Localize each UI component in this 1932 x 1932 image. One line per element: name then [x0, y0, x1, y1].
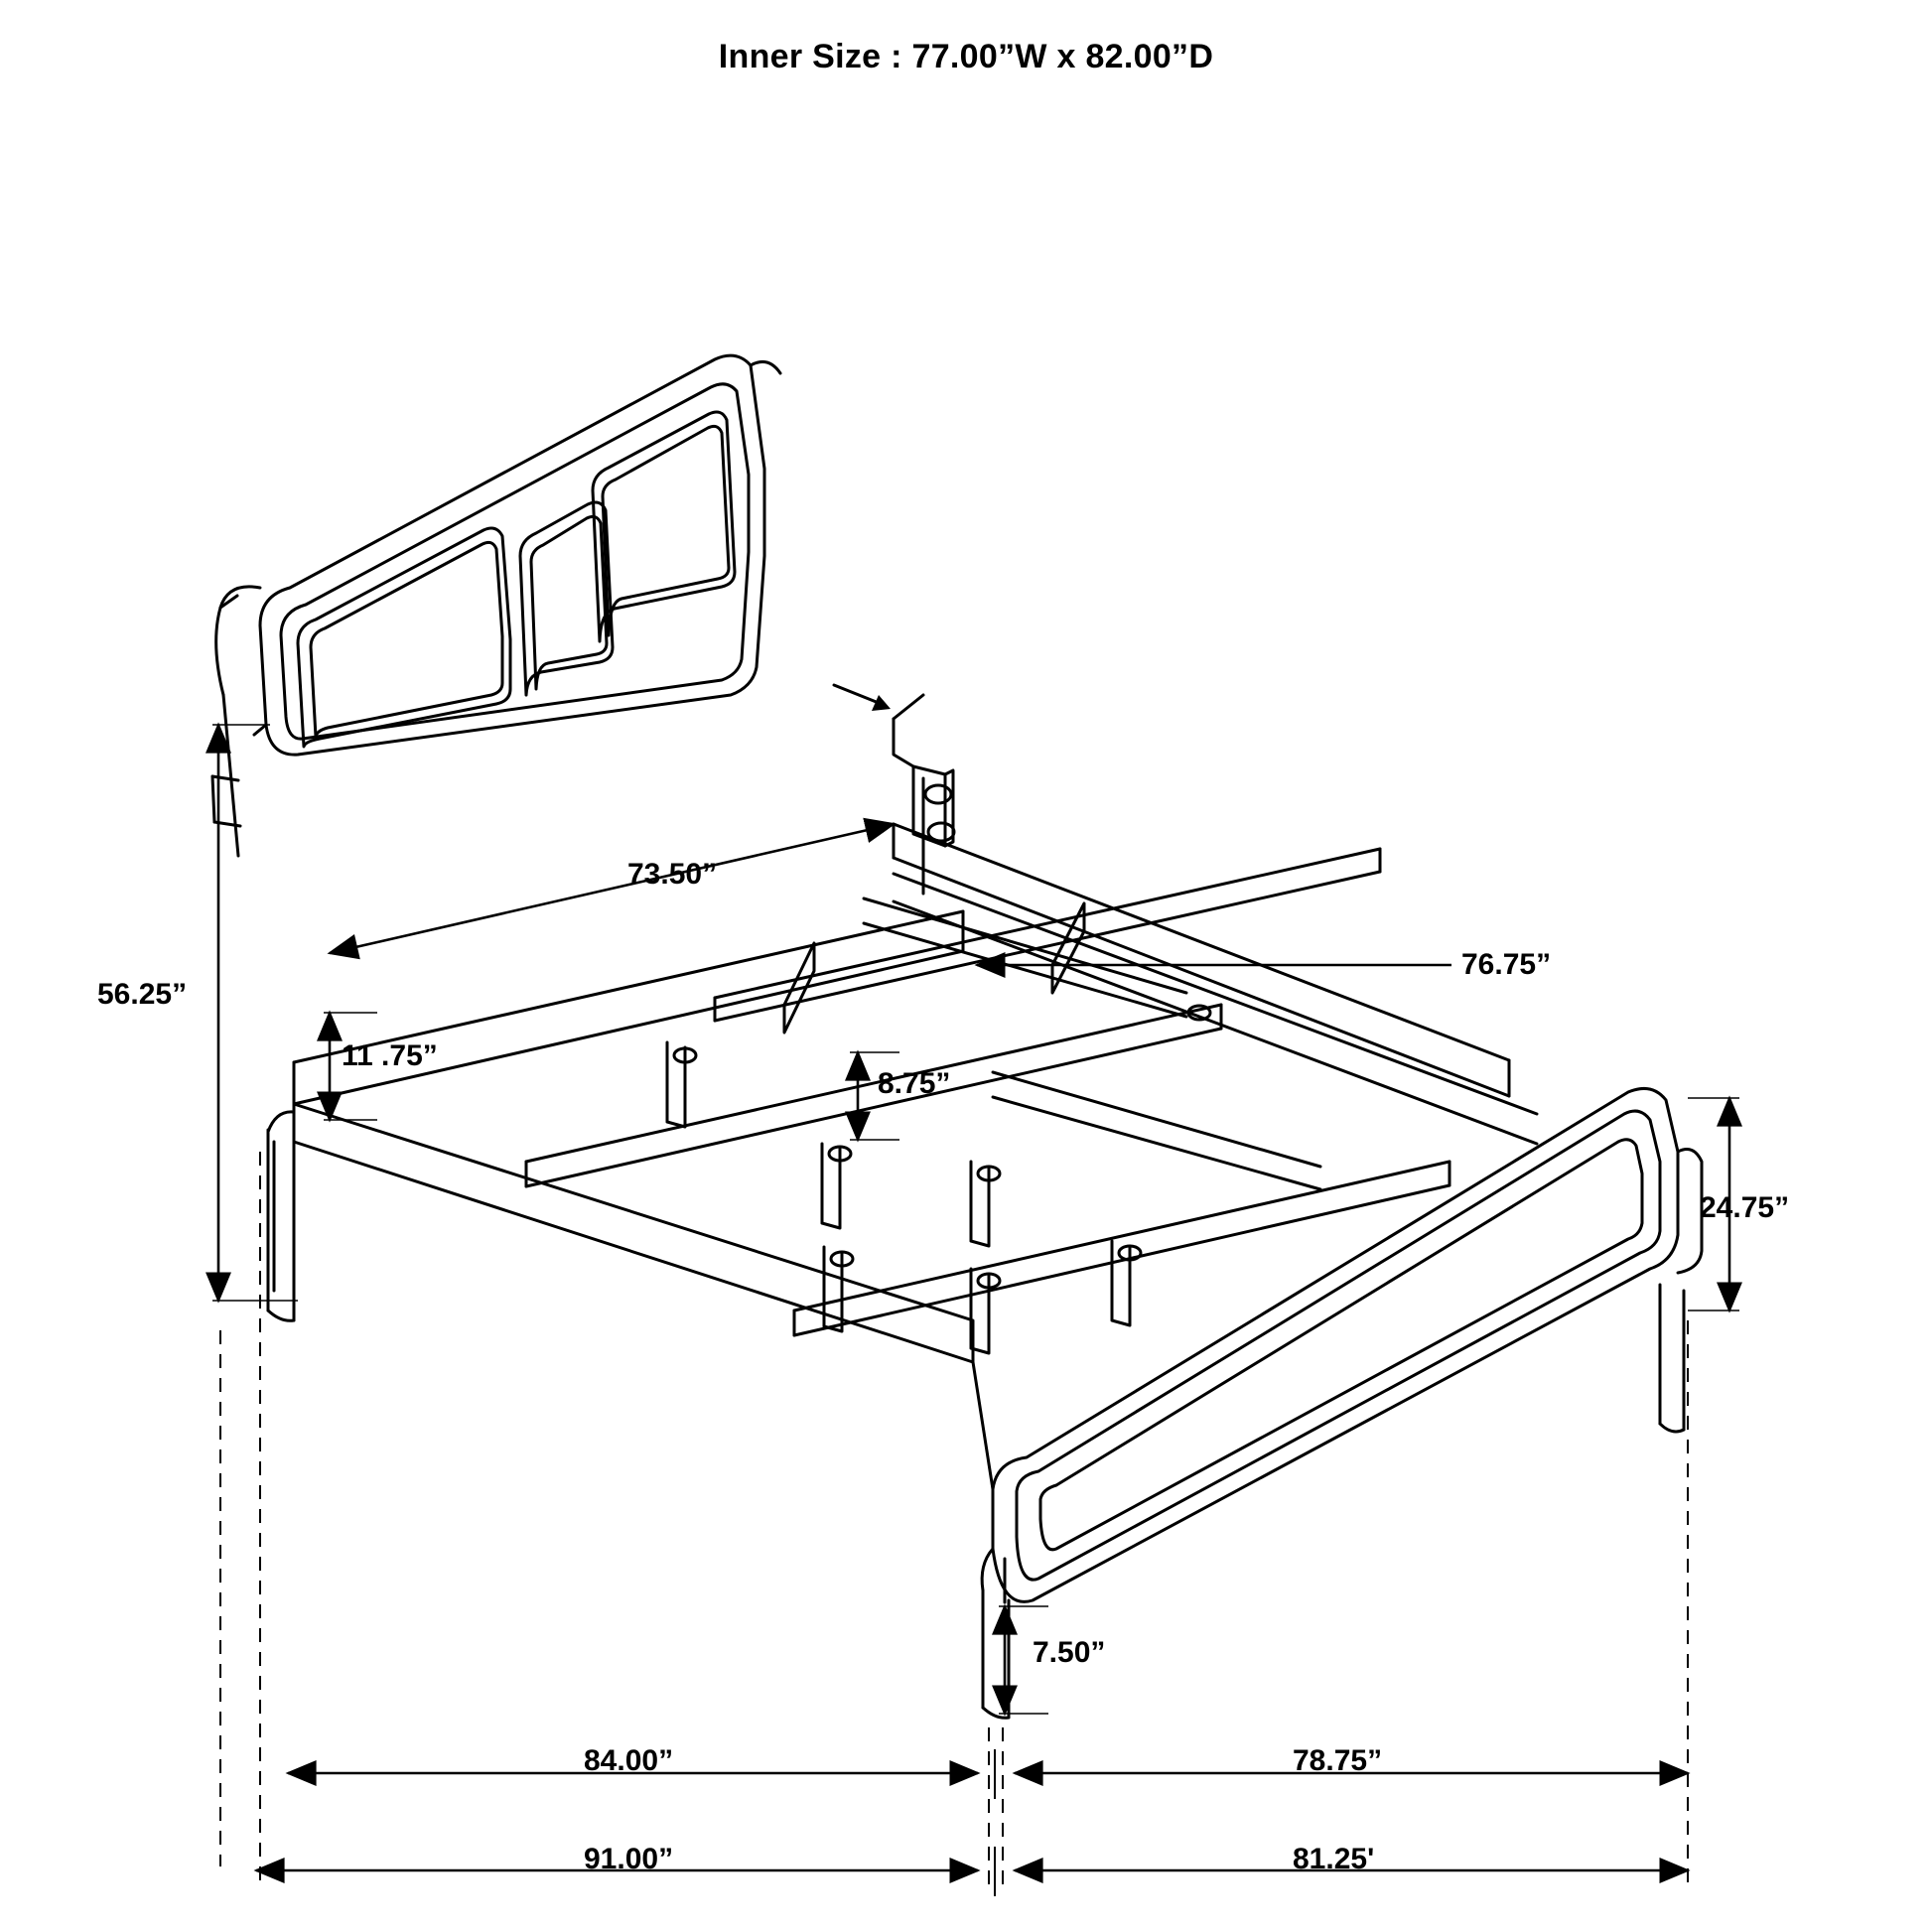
dimension-label-headboard-height: 56.25”	[97, 978, 188, 1011]
dimension-label-overall-width-right: 78.75”	[1293, 1744, 1383, 1777]
dimension-label-total-width-right: 81.25'	[1293, 1843, 1375, 1875]
dimension-label-inner-frame-width: 76.75”	[1461, 948, 1552, 981]
dimension-label-rail-to-floor: 11 .75”	[342, 1039, 438, 1072]
dimension-label-overall-length-left: 84.00”	[584, 1744, 674, 1777]
dimension-label-slat-clearance: 8.75”	[878, 1067, 951, 1100]
dimension-label-total-length-left: 91.00”	[584, 1843, 674, 1875]
page-title: Inner Size : 77.00”W x 82.00”D	[718, 38, 1214, 75]
dimension-label-footboard-height: 24.75”	[1700, 1191, 1790, 1224]
dimension-label-footboard-leg-height: 7.50”	[1033, 1636, 1106, 1669]
dimension-label-headboard-panel-width: 73.50”	[627, 858, 718, 891]
